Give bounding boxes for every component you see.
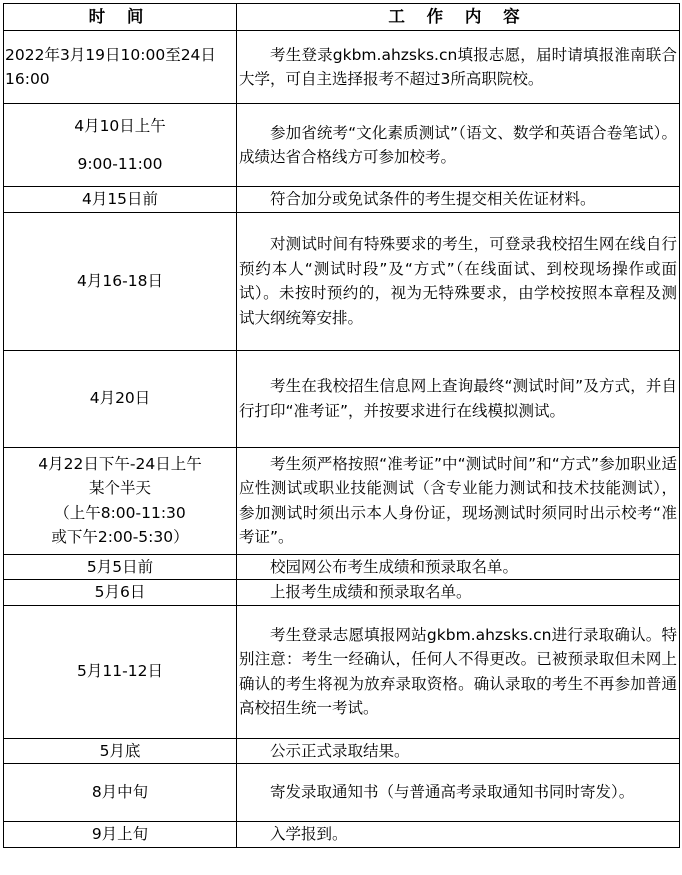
time-cell [4,104,237,187]
time-text: 9:00-11:00 [77,155,163,173]
time-cell [4,822,237,848]
time-text: 4月16-18日 [77,271,163,290]
content-cell: 入学报到。 [237,822,680,848]
schedule-table [3,3,680,848]
time-cell [4,738,237,764]
time-cell [4,580,237,606]
time-cell [4,447,237,554]
time-text: 5月底 [99,741,141,760]
table-row [4,738,680,764]
time-cell [4,554,237,580]
table-row [4,212,680,350]
time-cell [4,212,237,350]
content-cell: 校园网公布考生成绩和预录取名单。 [237,554,680,580]
table-row [4,580,680,606]
table-row [4,447,680,554]
time-text: 9月上旬 [91,825,149,843]
content-cell: 寄发录取通知书（与普通高考录取通知书同时寄发）。 [237,764,680,822]
content-cell: 参加省统考“文化素质测试”（语文、数学和英语合卷笔试）。成绩达省合格线方可参加校考。 [237,104,680,187]
content-column-header: 工 作 内 容 [237,4,680,31]
content-cell: 公示正式录取结果。 [237,738,680,764]
time-cell [4,605,237,738]
header-row [4,4,680,31]
content-cell: 考生登录gkbm.ahzsks.cn填报志愿，届时请填报淮南联合大学，可自主选择报考不超过3所高职院校。 [237,31,680,104]
time-cell [4,187,237,213]
time-text: 8月中旬 [91,783,149,802]
time-cell [4,31,237,104]
time-text: 或下午2:00-5:30） [51,528,189,546]
content-cell: 符合加分或免试条件的考生提交相关佐证材料。 [237,187,680,213]
time-text: 5月5日前 [86,557,154,576]
content-cell: 考生须严格按照“准考证”中“测试时间”和“方式”参加职业适应性测试或职业技能测试（含专业能力测试和技术技能测试），参加测试时须出示本人身份证，现场测试时须同时出示校考“准考证”。 [237,447,680,554]
content-cell: 考生登录志愿填报网站gkbm.ahzsks.cn进行录取确认。特别注意：考生一经确认，任何人不得更改。已被预录取但未网上确认的考生将视为放弃录取资格。确认录取的考生不再参加普通高校招生统一考试。 [237,605,680,738]
time-cell [4,350,237,447]
table-row [4,187,680,213]
table-row [4,554,680,580]
content-cell: 考生在我校招生信息网上查询最终“测试时间”及方式，并自行打印“准考证”，并按要求进行在线模拟测试。 [237,350,680,447]
time-text: 5月11-12日 [77,662,163,681]
time-text: （上午8:00-11:30 [54,503,186,522]
table-row [4,104,680,187]
time-text: 4月20日 [89,389,151,408]
time-text: 5月6日 [94,583,146,601]
time-text: 4月15日前 [81,190,159,208]
time-text: 4月22日下午-24日上午 [38,454,202,473]
table-row [4,605,680,738]
content-cell: 上报考生成绩和预录取名单。 [237,580,680,606]
time-text: 4月10日上午 [74,116,166,135]
table-row [4,350,680,447]
time-text: 某个半天 [88,479,151,497]
time-column-header: 时 间 [4,4,237,31]
time-cell [4,764,237,822]
table-row [4,764,680,822]
content-cell: 对测试时间有特殊要求的考生，可登录我校招生网在线自行预约本人“测试时段”及“方式”（在线面试、到校现场操作或面试）。未按时预约的，视为无特殊要求，由学校按照本章程及测试大纲统筹安排。 [237,212,680,350]
table-row [4,822,680,848]
time-text: 2022年3月19日10:00至24日16:00 [5,45,216,88]
table-row [4,31,680,104]
